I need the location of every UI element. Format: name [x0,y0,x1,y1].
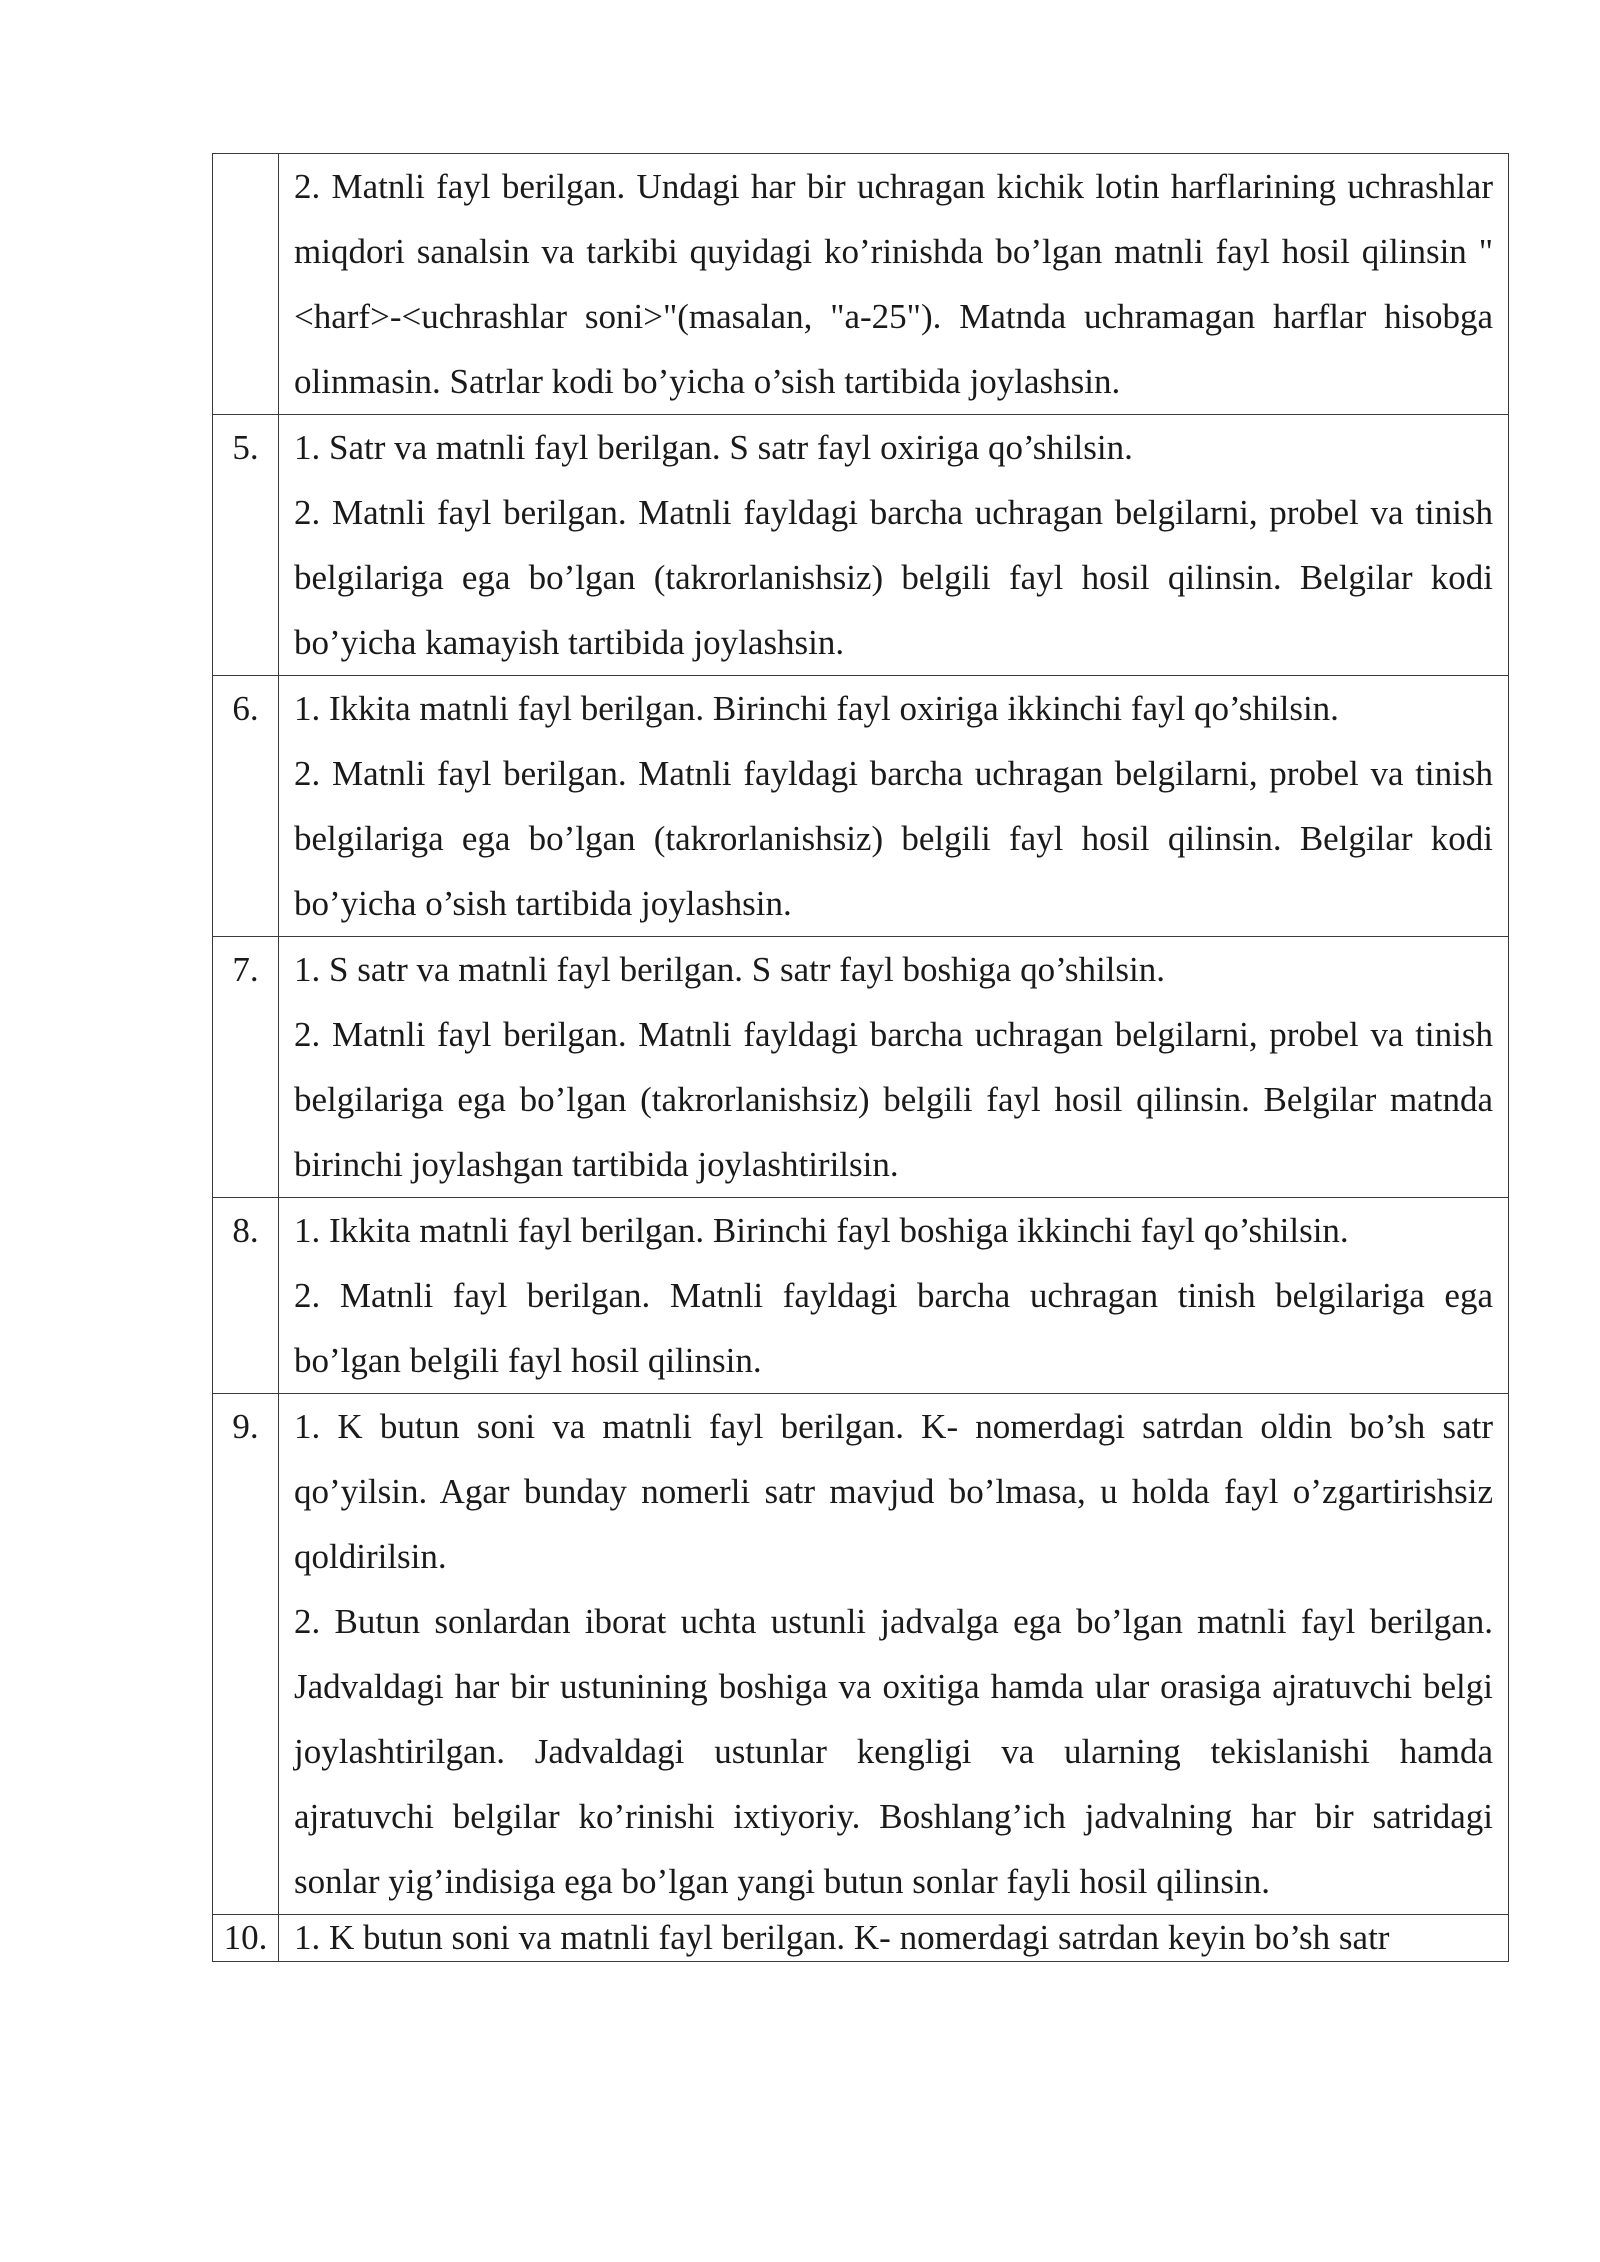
table-row [213,1394,1509,1915]
tasks-table [212,153,1509,1962]
table-row [213,1915,1509,1962]
task-paragraph: 1. Satr va matnli fayl berilgan. S satr fayl oxiriga qo’shilsin. [294,428,1133,467]
task-paragraph: 2. Matnli fayl berilgan. Matnli fayldagi barcha uchragan tinish belgilariga ega bo’lgan belgili fayl hosil qilinsin. [294,1276,1493,1380]
table-row [213,676,1509,937]
task-paragraph: 2. Matnli fayl berilgan. Matnli fayldagi barcha uchragan belgilarni, probel va tinish belgilariga ega bo’lgan (takrorlanishsiz) belgili fayl hosil qilinsin. Belgilar kodi bo’yicha kamayish tartibida joylashsin. [294,493,1493,662]
task-text [279,937,1509,1198]
row-number: 10. [213,1915,279,1962]
task-text [279,415,1509,676]
task-text [279,1198,1509,1394]
task-paragraph: 1. Ikkita matnli fayl berilgan. Birinchi fayl oxiriga ikkinchi fayl qo’shilsin. [294,689,1339,728]
task-paragraph: 1. S satr va matnli fayl berilgan. S satr fayl boshiga qo’shilsin. [294,950,1165,989]
row-number: 8. [213,1198,279,1394]
task-paragraph: 1. K butun soni va matnli fayl berilgan. K- nomerdagi satrdan oldin bo’sh satr qo’yilsin. Agar bunday nomerli satr mavjud bo’lmasa, u holda fayl o’zgartirishsiz qoldirilsin. [294,1407,1493,1576]
task-paragraph: 2. Matnli fayl berilgan. Undagi har bir uchragan kichik lotin harflarining uchrashlar miqdori sanalsin va tarkibi quyidagi ko’rinishda bo’lgan matnli fayl hosil qilinsin "<harf>-<uchrashlar soni>"(masalan, "a-25"). Matnda uchramagan harflar hisobga olinmasin. Satrlar kodi bo’yicha o’sish tartibida joylashsin. [294,167,1493,401]
task-paragraph: 2. Matnli fayl berilgan. Matnli fayldagi barcha uchragan belgilarni, probel va tinish belgilariga ega bo’lgan (takrorlanishsiz) belgili fayl hosil qilinsin. Belgilar kodi bo’yicha o’sish tartibida joylashsin. [294,754,1493,923]
row-number: 7. [213,937,279,1198]
task-paragraph: 2. Butun sonlardan iborat uchta ustunli jadvalga ega bo’lgan matnli fayl berilgan. Jadvaldagi har bir ustunining boshiga va oxitiga hamda ular orasiga ajratuvchi belgi joylashtirilgan. Jadvaldagi ustunlar kengligi va ularning tekislanishi hamda ajratuvchi belgilar ko’rinishi ixtiyoriy. Boshlang’ich jadvalning har bir satridagi sonlar yig’indisiga ega bo’lgan yangi butun sonlar fayli hosil qilinsin. [294,1602,1493,1901]
task-paragraph: 1. K butun soni va matnli fayl berilgan. K- nomerdagi satrdan keyin bo’sh satr [294,1918,1390,1957]
task-paragraph: 1. Ikkita matnli fayl berilgan. Birinchi fayl boshiga ikkinchi fayl qo’shilsin. [294,1211,1349,1250]
row-number [213,154,279,415]
table-row [213,415,1509,676]
row-number: 5. [213,415,279,676]
task-text [279,154,1509,415]
table-row [213,937,1509,1198]
task-text [279,1394,1509,1915]
table-row [213,1198,1509,1394]
task-text [279,676,1509,937]
task-paragraph: 2. Matnli fayl berilgan. Matnli fayldagi barcha uchragan belgilarni, probel va tinish belgilariga ega bo’lgan (takrorlanishsiz) belgili fayl hosil qilinsin. Belgilar matnda birinchi joylashgan tartibida joylashtirilsin. [294,1015,1493,1184]
task-text [279,1915,1509,1962]
row-number: 9. [213,1394,279,1915]
row-number: 6. [213,676,279,937]
table-row [213,154,1509,415]
